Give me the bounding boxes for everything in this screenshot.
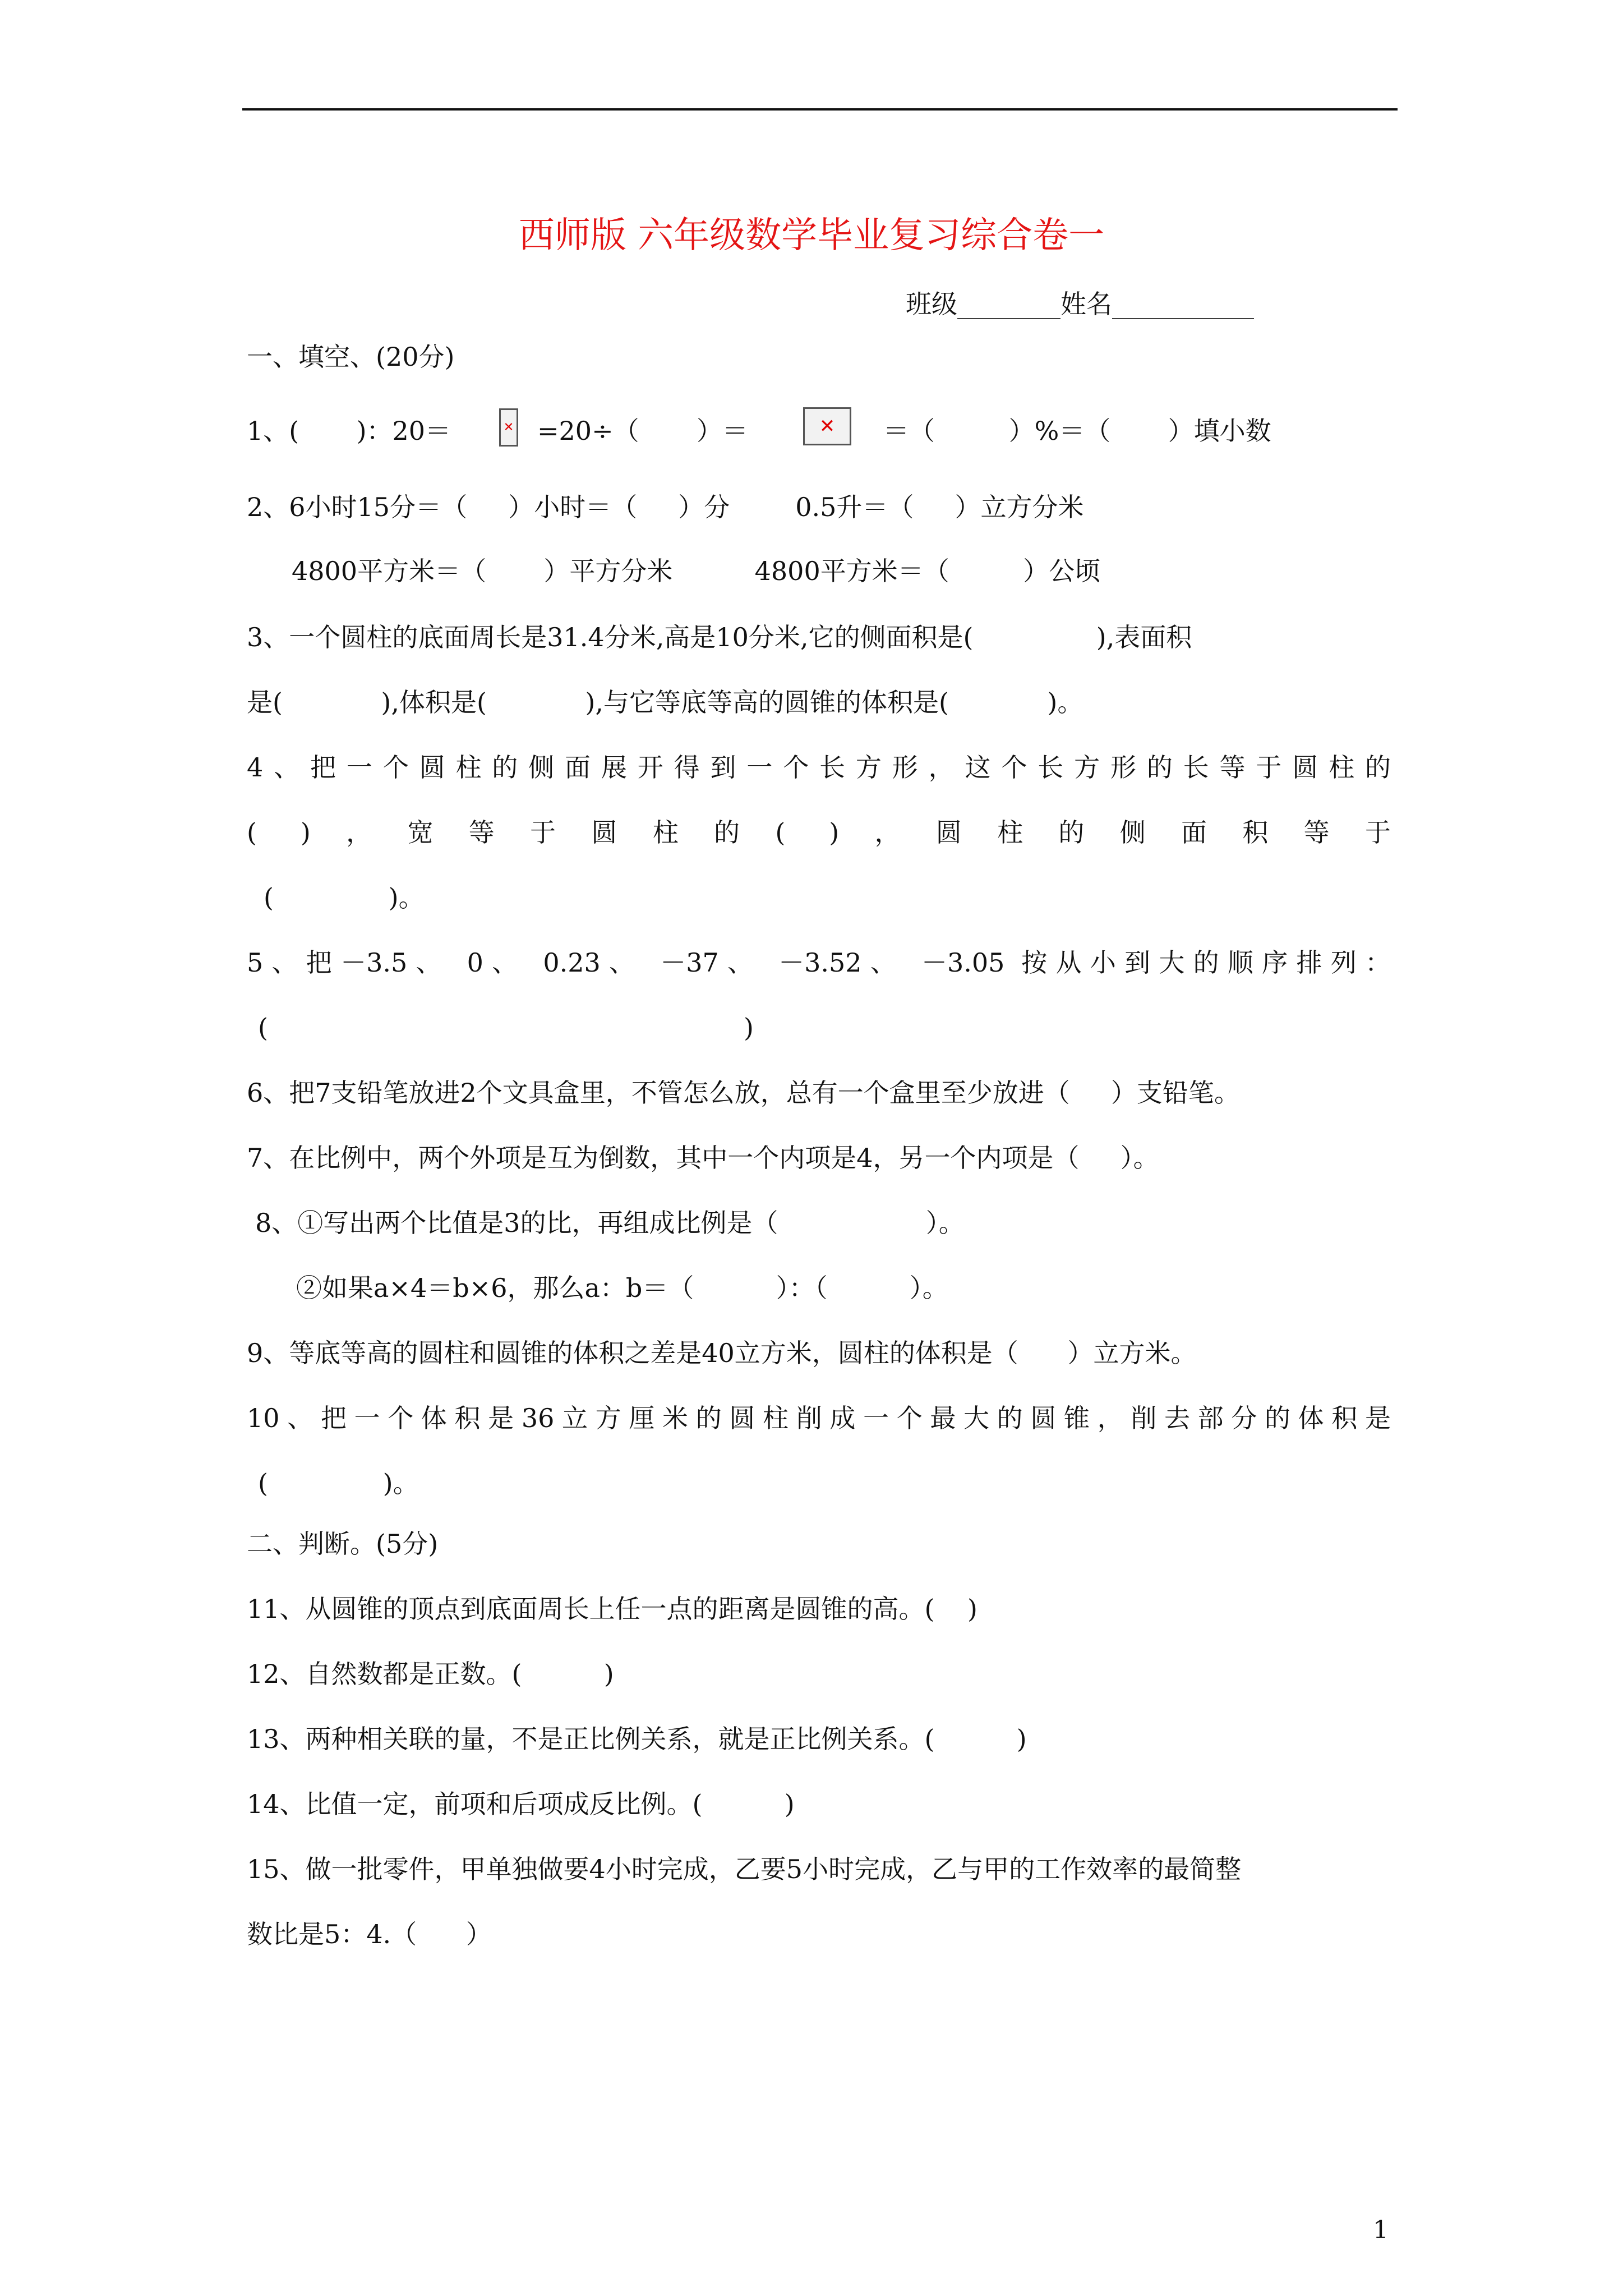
q7: 7、在比例中，两个外项是互为倒数，其中一个内项是4，另一个内项是（ ）。 — [247, 1143, 1159, 1173]
page-title: 西师版 六年级数学毕业复习综合卷一 — [518, 215, 1105, 256]
q15-line-2: 数比是5：4.（ ） — [247, 1919, 492, 1949]
q8-line-2: ②如果a×4＝b×6，那么a：b＝（ ）：（ ）。 — [296, 1273, 948, 1303]
section-judge: 二、判断。(5分) — [247, 1529, 439, 1559]
q15-line-1: 15、做一批零件，甲单独做要4小时完成，乙要5小时完成，乙与甲的工作效率的最简整 — [247, 1854, 1242, 1884]
q10-line-2: ( )。 — [258, 1468, 419, 1498]
q3-line-1: 3、一个圆柱的底面周长是31.4分米,高是10分米,它的侧面积是( ),表面积 — [247, 622, 1192, 652]
q4-line-1: 4、把一个圆柱的侧面展开得到一个长方形，这个长方形的长等于圆柱的 — [247, 752, 1391, 783]
q1-part-b: =20÷（ ）＝ — [537, 416, 748, 446]
q2-line-2: 4800平方米＝（ ）平方分米 4800平方米＝（ ）公顷 — [292, 556, 1101, 586]
broken-image-x-icon: ✕ — [503, 420, 514, 435]
q5-line-1: 5、把－3.5、 0、 0.23、 －37、 －3.52、 －3.05 按从小到大的顺序排列： — [247, 947, 1391, 978]
q1-part-a: 1、( )：20＝ — [247, 416, 451, 446]
broken-image-x-icon: ✕ — [819, 415, 836, 438]
q12: 12、自然数都是正数。( ) — [247, 1659, 614, 1689]
q4-line-3: ( )。 — [264, 882, 425, 913]
student-info: 班级________姓名___________ — [906, 289, 1254, 319]
q10-line-1: 10、把一个体积是36立方厘米的圆柱削成一个最大的圆锥，削去部分的体积是 — [247, 1403, 1391, 1433]
q5-line-2: ( ) — [258, 1013, 754, 1043]
q4-line-2: ( )，宽等于圆柱的( )，圆柱的侧面积等于 — [247, 817, 1391, 848]
q2-line-1: 2、6小时15分＝（ ）小时＝（ ）分 0.5升＝（ ）立方分米 — [247, 492, 1084, 522]
q3-line-2: 是( ),体积是( ),与它等底等高的圆锥的体积是( )。 — [247, 687, 1083, 717]
page-number: 1 — [1373, 2216, 1389, 2244]
q14: 14、比值一定，前项和后项成反比例。( ) — [247, 1789, 795, 1819]
q13: 13、两种相关联的量，不是正比例关系，就是正比例关系。( ) — [247, 1724, 1027, 1754]
q1-part-c: ＝（ ）%＝（ ）填小数 — [883, 416, 1271, 446]
section-fill-blank: 一、填空、(20分) — [247, 342, 455, 372]
q11: 11、从圆锥的顶点到底面周长上任一点的距离是圆锥的高。( ) — [247, 1594, 978, 1624]
broken-image-icon — [499, 408, 518, 447]
q6: 6、把7支铅笔放进2个文具盒里，不管怎么放，总有一个盒里至少放进（ ）支铅笔。 — [247, 1078, 1240, 1108]
broken-image-icon — [803, 407, 851, 445]
header-rule — [242, 108, 1398, 111]
q8-line-1: 8、①写出两个比值是3的比，再组成比例是（ ）。 — [255, 1208, 965, 1238]
q9: 9、等底等高的圆柱和圆锥的体积之差是40立方米，圆柱的体积是（ ）立方米。 — [247, 1338, 1197, 1368]
